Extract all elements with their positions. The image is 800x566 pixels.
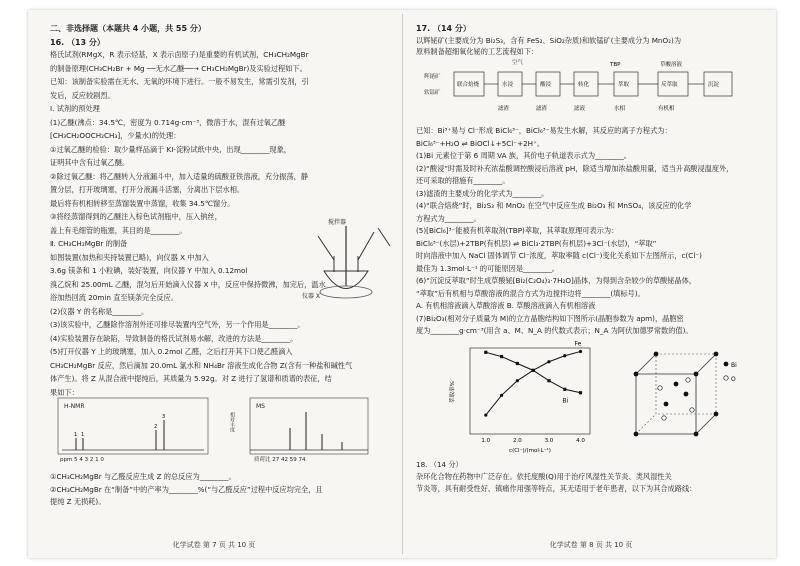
text-line: 置分层，打开玻璃塞，打开分液漏斗活塞，分离出下层水相。 [50,185,245,194]
text-line: 最佳为 1.3mol·L⁻¹ 的可能原因是________。 [416,263,559,273]
page-divider [402,14,403,554]
data-point [579,350,582,353]
extraction-rate-chart [446,342,596,454]
text-line: 证明其中含有过氧乙醚。 [50,158,130,167]
flow-box-label: 联合焙烧 [457,82,480,88]
text-line: [CH₃CH₂OOCH₂CH₃]，少量水)的处理： [50,131,181,140]
flow-label: 软锰矿 [424,90,441,96]
flow-label: 滤液 [574,106,586,112]
exam-sheet [28,10,776,558]
text-line: 3.6g 镁条和 1 小粒碘，装好装置，向仪器 Y 中加入 0.12mol [50,266,248,275]
chart-x-tick: 1.0 [481,438,491,444]
data-point [563,354,566,357]
text-line: 发后，反应较剧烈。 [50,90,115,100]
hnmr-spectrum [58,398,208,464]
flow-label: 滤渣 [498,106,510,112]
text-line: (4)实验装置存在缺陷，导致制备的格氏试剂易水解，改进的方法是________。 [50,333,298,343]
ms-axis: 质荷比 27 42 59 74 [254,457,306,463]
text-line: CH₃CH₂MgBr 反应，然后滴加 20.0mL 氯水和 NH₄Br 溶液生成化合物 Z(含有一种盐和碱性气 [50,360,353,370]
text-line: 盖上有毛细管的瓶塞，其目的是________。 [50,225,187,235]
text-line: (2)仪器 Y 的名称是________。 [50,306,149,316]
flow-label: 草酸溶液 [660,62,683,68]
text-line: (4)“联合焙烧”时，Bi₂S₃ 和 MnO₂ 在空气中反应生成 Bi₂O₃ 和 MnSO₄，该反应的化学 [416,201,692,210]
text-line: Ⅱ. CH₃CH₂MgBr 的制备 [50,239,128,248]
text-line: (1)乙醚(沸点：34.5℃，密度为 0.714g·cm⁻³，微溶于水，混有过氧乙醚 [50,117,286,127]
text-line: 以辉铋矿(主要成分为 Bi₂S₃，含有 FeS₂、SiO₂杂质)和软锰矿(主要成分为 MnO₂)为 [416,36,682,45]
text-line: 体产生)。将 Z 从混合液中提纯后，其质量为 5.92g。对 Z 进行了氢谱和质谱的表征，结 [50,374,332,383]
instrument-x-label: 仪器 X [302,293,321,300]
data-point [484,351,487,354]
text-line: (6)“沉淀反萃取”时生成草酸铋[Bi₂(C₂O₄)₃·7H₂O]晶体，为得到含杂较少的草酸铋晶体， [416,276,697,285]
section-title: 二、非选择题（本题共 4 小题，共 55 分） [50,24,206,33]
text-line: 方程式为________。 [416,213,481,223]
legend-o-marker [724,376,728,380]
flow-box-label: 萃取 [618,82,630,88]
hnmr-peak-label: 1 [74,432,78,438]
data-point [547,379,550,382]
text-line: (5)[BiCl₆]³⁻能被有机萃取剂(TBP)萃取，其萃取原理可表示为： [416,226,619,235]
data-point [547,360,550,363]
series-line-bi [486,352,581,392]
text-line: 时向溶液中加入 NaCl 固体调节 Cl⁻浓度，萃取率随 c(Cl⁻)变化关系如下左图所示，c(Cl⁻) [416,251,702,260]
legend-bi-label: Bi [731,362,737,369]
text-line: (3)该实验中，乙醚除作溶剂外还可排尽装置内空气外，另一个作用是________。 [50,320,305,329]
text-line: ①过氧乙醚的检验：取少量样品滴于 KI-淀粉试纸中央，出现________现象， [50,144,291,154]
flow-label: 滤渣 [536,106,548,112]
footer-left: 化学试卷 第 7 页 共 10 页 [172,541,256,549]
crystal-cell-diagram [626,344,746,444]
data-point [500,355,503,358]
footer-right: 化学试卷 第 8 页 共 10 页 [549,541,633,549]
flow-box-label: 酸浸 [540,82,552,88]
flow-label: TBP [610,62,621,68]
data-point [563,388,566,391]
chart-x-tick: 3.0 [544,438,554,444]
text-line: 提纯 Z 无损耗)。 [50,497,106,506]
condenser [358,232,374,260]
text-line: “萃取”后有机相与草酸溶液的混合方式为边搅拌边将________(填标号)。 [416,288,645,298]
text-line: 浴加热回流 20min 直至镁条完全反应。 [50,293,178,302]
chart-x-tick: 2.0 [512,438,522,444]
flow-label: 有机相 [658,106,675,112]
text-line: BiCl₆³⁻+H₂O ⇌ BiOCl↓+5Cl⁻+2H⁺。 [416,138,545,148]
text-line: 如图装置(加热和夹持装置已略)，向仪器 X 中加入 [50,252,209,262]
question-17-number: 17. （14 分） [416,24,471,33]
text-line: 果如下： [50,387,79,397]
text-line: 格氏试剂(RMgX，R 表示烃基，X 表示卤原子)是重要的有机试剂，CH₃CH₂MgBr [50,50,309,59]
chart-ylabel: 萃取率% [450,381,456,403]
page-left [28,10,400,558]
text-line: (7)Bi₂O₃(相对分子质量为 M)的立方晶胞结构如下图所示(晶胞参数为 apm)，晶胞密 [416,313,684,323]
flow-box-label: 反萃取 [661,82,678,88]
data-point [484,413,487,416]
flow-label: 空气 [512,60,524,66]
legend-bi-marker [724,362,729,367]
flow-box-label: 水浸 [502,82,514,88]
process-flowchart [424,58,764,124]
text-line: 的制备原理(CH₃CH₂Br + Mg ──无水乙醚──→ CH₃CH₂MgBr)及实验过程如下。 [50,63,307,73]
legend-o-label: O [731,376,736,383]
text-line: ③将经蒸馏得到的乙醚注入棕色试剂瓶中，压入钠丝， [50,212,222,221]
data-point [579,391,582,394]
stirrer-label: 搅拌器 [328,219,347,226]
text-line: (5)打开仪器 Y 上的玻璃塞，加入 0.2mol 乙醛，之后打开其下口使乙醛滴入 [50,347,293,356]
text-line: 还可采取的措施有________。 [416,176,510,185]
text-line: 溴乙烷和 25.00mL 乙醚，混匀后开始滴入仪器 X 中，反应中保持微沸，加完后，温水 [50,279,326,289]
page-right [406,10,776,558]
chart-x-tick: 4.0 [576,438,585,444]
ms-ylabel: 相对丰度 [229,412,235,432]
text-line: 度为________g·cm⁻³(用含 a、M、N_A 的代数式表示；N_A 为阿伏加德罗常数的值)。 [416,326,693,335]
hnmr-peak-label: 3 [162,414,166,420]
text-line: Ⅰ. 试剂的预处理 [50,104,100,113]
text-line: 已知：Bi³⁺易与 Cl⁻形成 BiCl₆³⁻，BiCl₆³⁻易发生水解，其反应的离子方程式为： [416,126,672,135]
hnmr-axis: ppm 5 4 3 2 1 0 [60,457,104,463]
series-label: Fe [574,340,582,348]
apparatus-diagram [298,216,398,304]
text-line: BiCl₆³⁻(水层)+2TBP(有机层) ⇌ BiCl₃·2TBP(有机层)+3Cl⁻(水层)，“萃取” [416,238,657,248]
ms-title: MS [256,403,265,410]
text-line: 18. （14 分） [416,460,463,469]
text-line: A. 有机相溶液滴入草酸溶液 B. 草酸溶液滴入有机相溶液 [416,301,596,310]
ms-spectrum [230,398,370,464]
flow-label: 水相 [614,106,626,112]
chart-xlabel: c(Cl⁻)/(mol·L⁻¹) [509,448,551,454]
hnmr-peak-label: 1 [81,432,85,438]
text-line: ②除过氧乙醚：将乙醚转入分液漏斗中，加入适量的硫酸亚铁溶液，充分振荡，静 [50,171,309,181]
series-label: Bi [562,397,569,405]
data-point [516,379,519,382]
text-line: 杂环化合物在药物中广泛存在。依托度酸(Q)用于治疗风湿性关节炎、类风湿性关 [416,472,672,481]
series-line-fe [486,351,581,415]
hnmr-peak-label: 2 [154,424,158,430]
data-point [532,369,535,372]
dropping-funnel-y [318,236,334,260]
flow-label: 辉铋矿 [424,74,441,80]
data-point [500,394,503,397]
data-point [516,362,519,365]
question-16-number: 16. （13 分） [50,38,105,47]
text-line: 原料制备超细氧化铋的工艺流程如下： [416,47,539,56]
text-line: 节炎等，具有耐受性好、镇痛作用强等特点，其无适用于老年患者，以下为其合成路线： [416,484,697,493]
text-line: (1)Bi 元素位于第 6 周期 VA 族，其价电子轨道表示式为________。 [416,151,631,160]
flow-box-label: 转化 [578,82,590,88]
text-line: 已知：该制备实验需在无水、无氧的环境下进行。一般不易发生，常需引发剂，引 [50,77,309,86]
text-line: ②CH₃CH₂MgBr 在“制备”中的产率为________%(“与乙醛反应”过程中反应均完全，且 [50,484,323,494]
text-line: ①CH₃CH₂MgBr 与乙醛反应生成 Z 的总反应为________。 [50,472,236,481]
text-line: 最后将有机相转移至蒸馏装置中蒸馏，收集 34.5℃馏分。 [50,198,235,208]
flow-box-label: 沉淀 [708,82,720,88]
text-line: (3)滤渣的主要成分的化学式为________。 [416,188,549,198]
text-line: (2)“酸浸”时需及时补充浓盐酸调控酸浸后溶液 pH，除适当增加浓盐酸用量，适当升高酸浸温度外， [416,163,734,173]
hnmr-title: H-NMR [64,403,85,410]
